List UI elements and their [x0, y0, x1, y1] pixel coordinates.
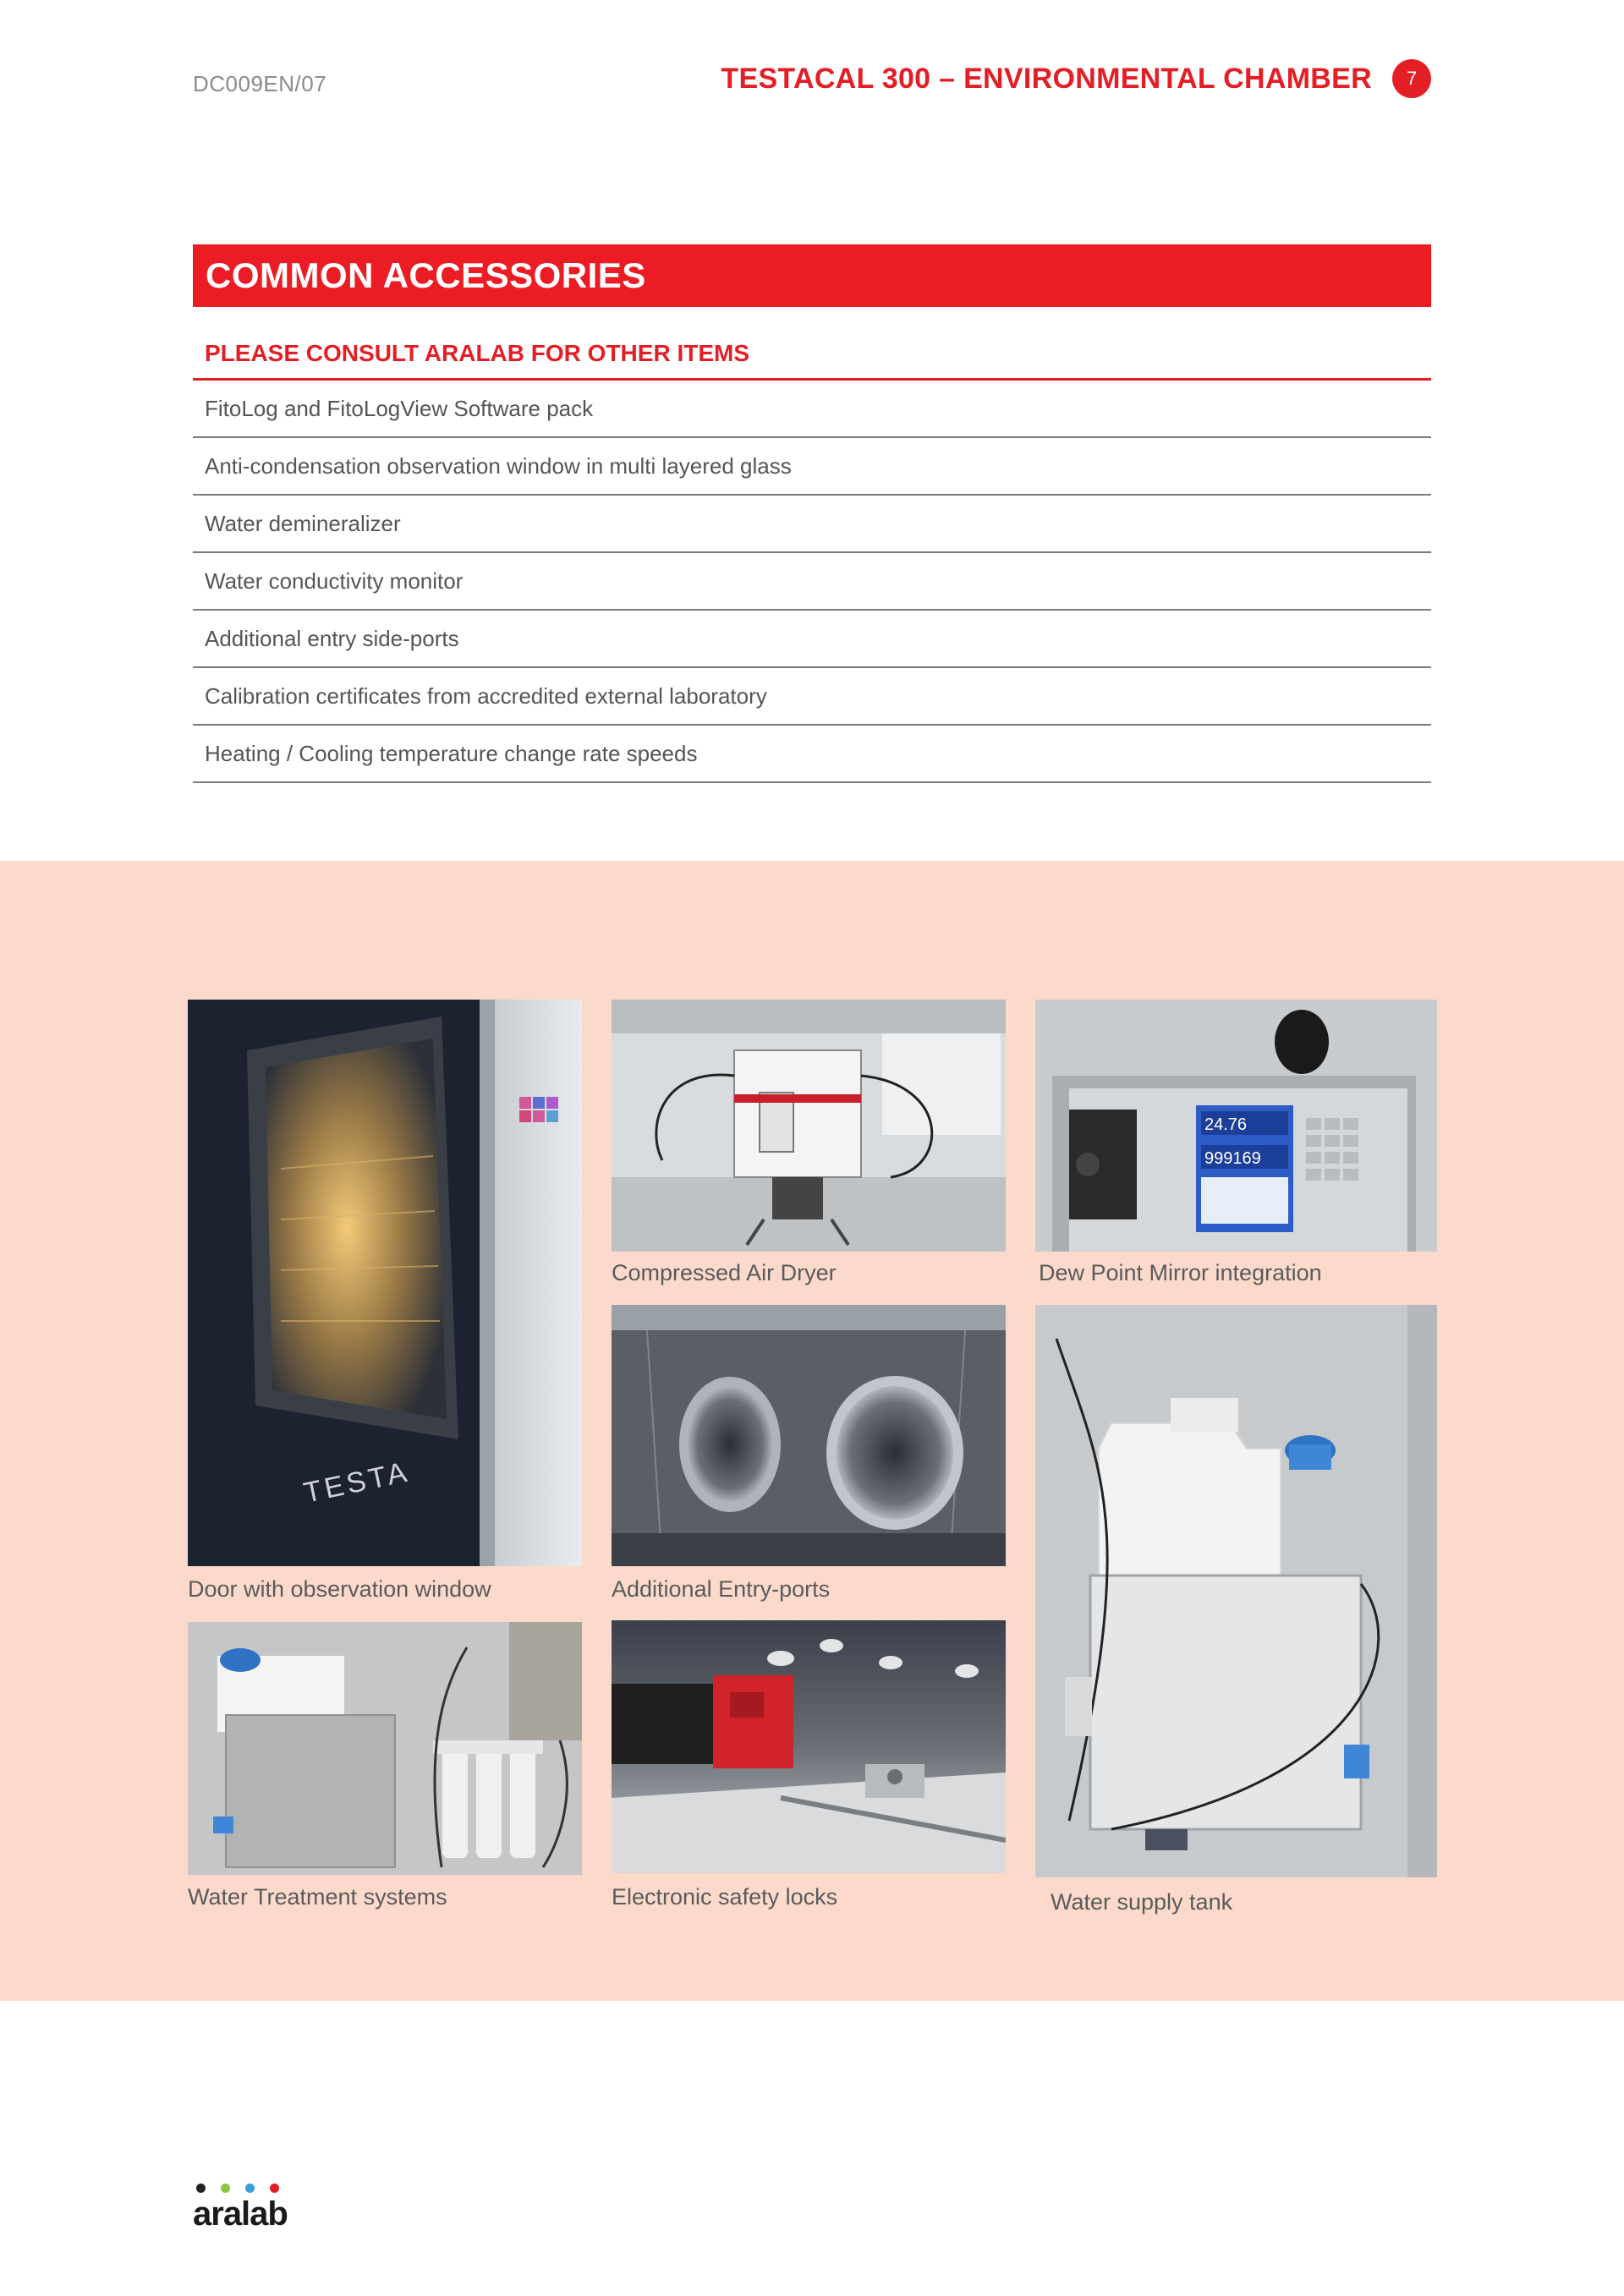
list-header: PLEASE CONSULT ARALAB FOR OTHER ITEMS: [193, 340, 1431, 381]
logo-dot: [245, 2184, 255, 2193]
caption-air-dryer: Compressed Air Dryer: [612, 1260, 837, 1285]
caption-dew-point: Dew Point Mirror integration: [1039, 1260, 1322, 1285]
logo-dots: [196, 2184, 281, 2194]
caption-water-treatment: Water Treatment systems: [188, 1884, 447, 1910]
logo-dot: [196, 2184, 206, 2193]
door-photo: [188, 1000, 582, 1566]
list-item: Water demineralizer: [193, 496, 1431, 553]
list-item: Heating / Cooling temperature change rate speeds: [193, 726, 1431, 783]
accessories-list: [193, 381, 1431, 783]
logo-dot: [221, 2184, 230, 2193]
safety-locks-photo: [612, 1620, 1006, 1873]
dew-point-photo: [1035, 1000, 1437, 1252]
list-item: Water conductivity monitor: [193, 553, 1431, 611]
door-brand-text: TESTA: [300, 1455, 413, 1510]
caption-safety-locks: Electronic safety locks: [612, 1884, 838, 1910]
page-number-badge: 7: [1392, 59, 1431, 98]
water-treatment-photo: [188, 1622, 582, 1875]
logo-dot: [270, 2184, 279, 2193]
dew-reading-2: 999169: [1204, 1149, 1261, 1168]
logo-text: aralab: [193, 2195, 288, 2233]
air-dryer-photo: [612, 1000, 1006, 1252]
dew-reading-1: 24.76: [1204, 1115, 1248, 1134]
section-title: COMMON ACCESSORIES: [193, 244, 1431, 307]
aralab-logo: [193, 2184, 294, 2234]
caption-water-tank: Water supply tank: [1051, 1889, 1233, 1915]
list-item: Calibration certificates from accredited external laboratory: [193, 668, 1431, 726]
document-title: TESTACAL 300 – ENVIRONMENTAL CHAMBER: [721, 63, 1372, 95]
caption-entry-ports: Additional Entry-ports: [612, 1576, 831, 1602]
list-item: Additional entry side-ports: [193, 611, 1431, 668]
caption-door: Door with observation window: [188, 1576, 491, 1602]
list-item: FitoLog and FitoLogView Software pack: [193, 381, 1431, 438]
entry-ports-photo: [612, 1305, 1006, 1566]
list-item: Anti-condensation observation window in multi layered glass: [193, 438, 1431, 496]
document-code: DC009EN/07: [193, 71, 327, 96]
water-tank-photo: [1035, 1305, 1437, 1877]
